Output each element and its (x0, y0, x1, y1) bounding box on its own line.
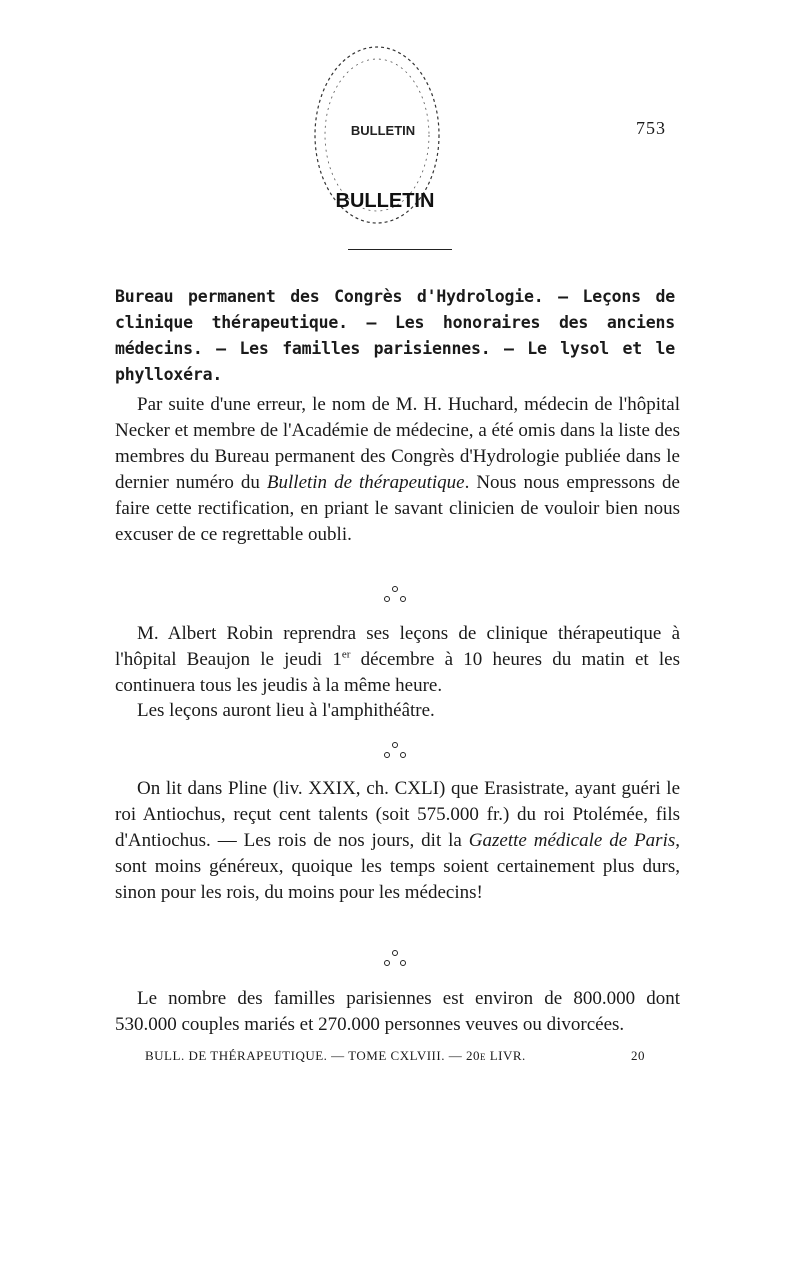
page-footer (145, 1048, 645, 1064)
section-divider (348, 249, 452, 250)
footer-signature: BULL. DE THÉRAPEUTIQUE. — TOME CXLVIII. — 20e LIVR. (145, 1048, 526, 1063)
library-stamp (305, 40, 460, 240)
paragraph-familles: Le nombre des familles parisiennes est environ de 800.000 dont 530.000 couples mariés et 270.000 personnes veuves ou divorcées. (115, 988, 680, 1035)
paragraph-amphitheatre: Les leçons auront lieu à l'amphithéâtre. (137, 700, 435, 721)
asterism-divider (382, 950, 412, 972)
paragraph-robin: M. Albert Robin reprendra ses leçons de clinique thérapeutique à l'hôpital Beaujon le jeudi 1er décembre à 10 heures du matin et les continuera tous les jeudis à la même heure. (115, 623, 680, 696)
stamp-text-bottom: BULLETIN (335, 190, 435, 212)
asterism-divider (382, 742, 412, 764)
gazette-title: Gazette médicale de Paris (468, 830, 676, 851)
paragraph-huchard: Par suite d'une erreur, le nom de M. H. Huchard, médecin de l'hôpital Necker et membre de l'Académie de médecine, a été omis dans la liste des membres du Bureau permanent des Congrès d'Hydrologie publiée dans le dernier numéro du Bulletin de thérapeutique. Nous nous empressons de faire cette rectification, en priant le savant clinicien de vouloir bien nous excuser de ce regrettable oubli. (115, 394, 680, 545)
journal-title: Bulletin de thérapeutique (266, 472, 465, 493)
page-number: 753 (636, 118, 666, 138)
section-headline: Bureau permanent des Congrès d'Hydrologie. — Leçons de clinique thérapeutique. — Les honoraires des anciens médecins. — Les familles parisiennes. — Le lysol et le phylloxéra. (115, 287, 675, 384)
asterism-divider (382, 586, 412, 608)
library-stamp-seal (305, 40, 460, 240)
footer-sheet-number: 20 (631, 1048, 645, 1063)
stamp-text-top: BULLETIN (350, 123, 416, 138)
paragraph-pline: On lit dans Pline (liv. XXIX, ch. CXLI) que Erasistrate, ayant guéri le roi Antiochus, reçut cent talents (soit 575.000 fr.) du roi Ptolémée, fils d'Antiochus. — Les rois de nos jours, dit la Gazette médicale de Paris, sont moins généreux, quoique les temps soient certainement plus durs, sinon pour les rois, du moins pour les médecins! (115, 778, 680, 903)
